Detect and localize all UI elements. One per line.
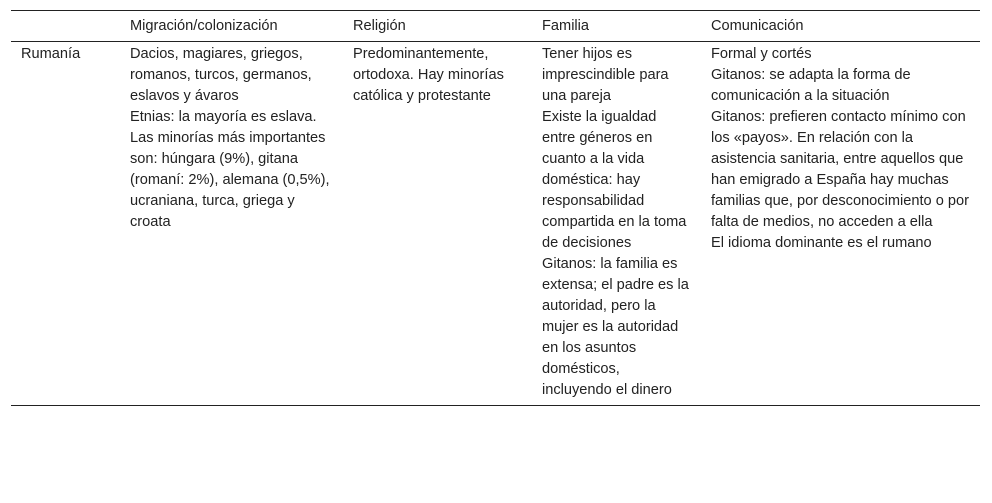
header-country xyxy=(11,11,120,42)
cell-communication xyxy=(701,42,980,406)
cell-religion xyxy=(343,42,532,406)
culture-table xyxy=(11,10,980,406)
cell-migration xyxy=(120,42,343,406)
family-line: Gitanos: la familia es extensa; el padre es la autoridad, pero la mujer es la autoridad en los asuntos domésticos, incluyendo el dinero xyxy=(542,256,689,398)
cell-country: Rumanía xyxy=(21,46,81,62)
header-religion: Religión xyxy=(353,18,406,34)
communication-line: El idioma dominante es el rumano xyxy=(711,235,932,251)
header-migration: Migración/colonización xyxy=(130,18,278,34)
communication-line: Gitanos: prefieren contacto mínimo con los «payos». En relación con la asistencia sanitaria, entre aquellos que han emigrado a España hay muchas familias que, por desconocimiento o por falta de medios, no acceden a ella xyxy=(711,109,969,230)
communication-line: Formal y cortés xyxy=(711,46,812,62)
family-line: Existe la igualdad entre géneros en cuanto a la vida doméstica: hay responsabilidad compartida en la toma de decisiones xyxy=(542,109,687,251)
cell-family xyxy=(532,42,701,406)
table-header xyxy=(11,11,980,42)
family-line: Tener hijos es imprescindible para una pareja xyxy=(542,46,669,104)
table-body xyxy=(11,42,980,406)
table-row xyxy=(11,42,980,406)
culture-table-container xyxy=(11,10,980,406)
migration-line: Dacios, magiares, griegos, romanos, turcos, germanos, eslavos y ávaros xyxy=(130,46,312,104)
header-family: Familia xyxy=(542,18,590,34)
migration-line: Etnias: la mayoría es eslava. Las minorías más importantes son: húngara (9%), gitana (romaní: 2%), alemana (0,5%), ucraniana, turca, griega y croata xyxy=(130,109,330,230)
religion-line: Predominantemente, ortodoxa. Hay minorías católica y protestante xyxy=(353,46,504,104)
communication-line: Gitanos: se adapta la forma de comunicación a la situación xyxy=(711,67,911,104)
header-row xyxy=(11,11,980,42)
header-communication: Comunicación xyxy=(711,18,804,34)
